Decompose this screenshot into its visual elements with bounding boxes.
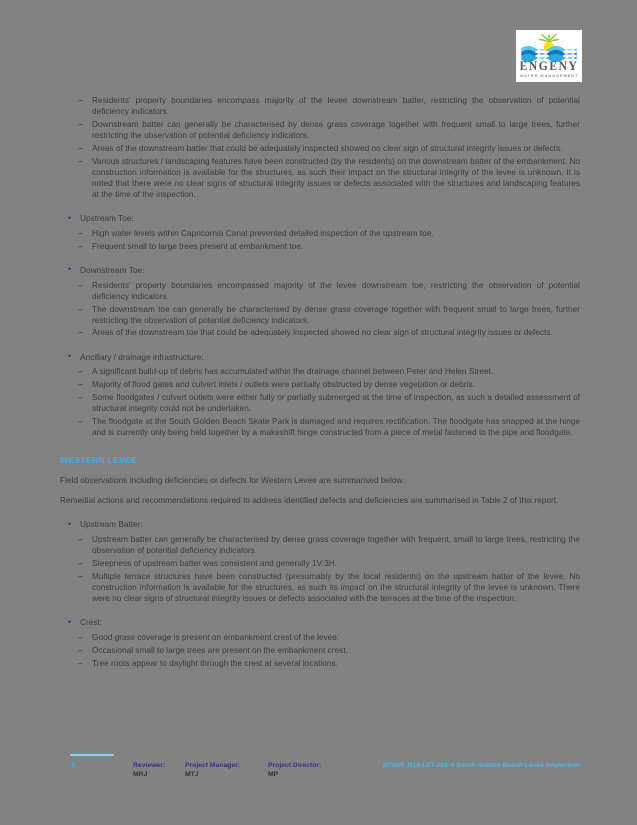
upstream-batter-section	[60, 519, 580, 604]
list-item: – Downstream batter can generally be characterised by dense grass coverage together with frequent small to large trees, further restricting the observation of potential deficiency indicators.	[60, 119, 580, 141]
western-levee-intro: Field observations including deficiencies or defects for Western Levee are summarised below.	[60, 475, 405, 486]
bullet-heading: • Upstream Batter:	[60, 519, 580, 530]
list-item: – The downstream toe can generally be characterised by dense grass coverage together with frequent small to large trees, further restricting the observation of potential deficiency indicators.	[60, 304, 580, 326]
bullet-heading: • Upstream Toe:	[60, 213, 580, 224]
list-item: – Steepness of upstream batter was consistent and generally 1V:3H.	[60, 558, 580, 569]
downstream-batter-observation-list	[60, 95, 580, 200]
document-reference: M7005_R16-LET-001-0 South Golden Beach Levee Inspection	[382, 762, 580, 769]
list-item: – Tree roots appear to daylight through the crest at several locations.	[60, 658, 580, 669]
project-director-value: MP	[268, 770, 279, 778]
engeny-logo-graphic	[520, 32, 578, 62]
list-item: – Areas of the downstream batter that could be adequately inspected showed no clear sign of structural integrity issues or defects.	[60, 143, 580, 154]
logo-title: ENGENY	[519, 60, 579, 74]
ancillary-drainage-section	[60, 352, 580, 438]
project-director-label: Project Director:	[268, 762, 322, 769]
list-item: – Good grass coverage is present on embankment crest of the levee.	[60, 632, 580, 643]
list-item: – Various structures / landscaping features have been constructed (by the residents) on the downstream batter of the embankment. No construction information is available for the structures, as such their impact on the structural integrity of the levee is unknown. It is noted that there were no clear signs of structural integrity issues or defects associated with the structures and landscaping features at the time of the inspection.	[60, 156, 580, 201]
footer-accent-line	[70, 754, 114, 756]
bullet-heading: • Crest:	[60, 617, 580, 628]
downstream-toe-list	[60, 280, 580, 339]
upstream-batter-list	[60, 534, 580, 604]
list-item: – Frequent small to large trees present at embankment toe.	[60, 241, 580, 252]
footer-project-director	[268, 762, 321, 779]
reviewer-value: MRJ	[133, 770, 148, 778]
list-item: – High water levels within Capricornia Canal prevented detailed inspection of the upstream toe.	[60, 228, 580, 239]
list-item: – Upstream batter can generally be characterised by dense grass coverage together with frequent, small to large trees, restricting the observation of potential deficiency indicators.	[60, 534, 580, 556]
crest-section	[60, 617, 580, 668]
list-item: – The floodgate at the South Golden Beach Skate Park is damaged and requires rectification. The floodgate has snapped at the hinge and is currently only being held together by a makeshift hinge constructed from a piece of metal fastened to the pipe and floodgate.	[60, 416, 580, 438]
western-levee-heading: WESTERN LEVEE	[60, 455, 137, 466]
project-manager-value: MTJ	[185, 770, 199, 778]
waves-icon	[521, 46, 576, 62]
downstream-toe-section	[60, 265, 580, 339]
engeny-logo	[516, 30, 582, 82]
crest-list	[60, 632, 580, 669]
report-body	[60, 95, 580, 670]
footer-project-manager	[185, 762, 240, 779]
bullet-heading: • Ancillary / drainage infrastructure:	[60, 352, 580, 363]
upstream-toe-list	[60, 228, 580, 252]
list-item: – Majority of flood gates and culvert inlets / outlets were partially obstructed by dense vegetation or debris.	[60, 379, 580, 390]
list-item: – Some floodgates / culvert outlets were either fully or partially submerged at the time of inspection, as such a detailed assessment of structural integrity could not be undertaken.	[60, 392, 580, 414]
upstream-toe-section	[60, 213, 580, 252]
reviewer-label: Reviewer:	[133, 762, 166, 769]
list-item: – Areas of the downstream toe that could be adequately inspected showed no clear sign of structural integrity issues or defects.	[60, 327, 580, 338]
list-item: – Occasional small to large trees are present on the embankment crest.	[60, 645, 580, 656]
project-manager-label: Project Manager:	[185, 762, 241, 769]
list-item: – Residents' property boundaries encompassed majority of the levee downstream toe, restricting the observation of potential deficiency indicators.	[60, 280, 580, 302]
logo-tagline: WATER MANAGEMENT	[519, 73, 579, 78]
ancillary-drainage-list	[60, 366, 580, 438]
list-item: – A significant build-up of debris has accumulated within the drainage channel between Peter and Helen Street.	[60, 366, 580, 377]
page-number: 5	[71, 761, 76, 770]
western-levee-remedial-note: Remedial actions and recommendations required to address identified defects and deficiencies are summarised in Table 2 of this report.	[60, 495, 559, 506]
list-item: – Residents' property boundaries encompass majority of the levee downstream batter, restricting the observation of potential deficiency indicators.	[60, 95, 580, 117]
bullet-heading: • Downstream Toe:	[60, 265, 580, 276]
footer-reviewer	[133, 762, 165, 779]
page-footer	[0, 762, 637, 786]
plant-icon	[539, 34, 559, 42]
list-item: – Multiple terrace structures have been constructed (presumably by the local residents) on the upstream batter of the levee. No construction information is available for the structures, as such its impact on the structural integrity of the levee is unknown. There were no clear signs of structural integrity issues or defects associated with the terraces at the time of the inspection.	[60, 571, 580, 605]
